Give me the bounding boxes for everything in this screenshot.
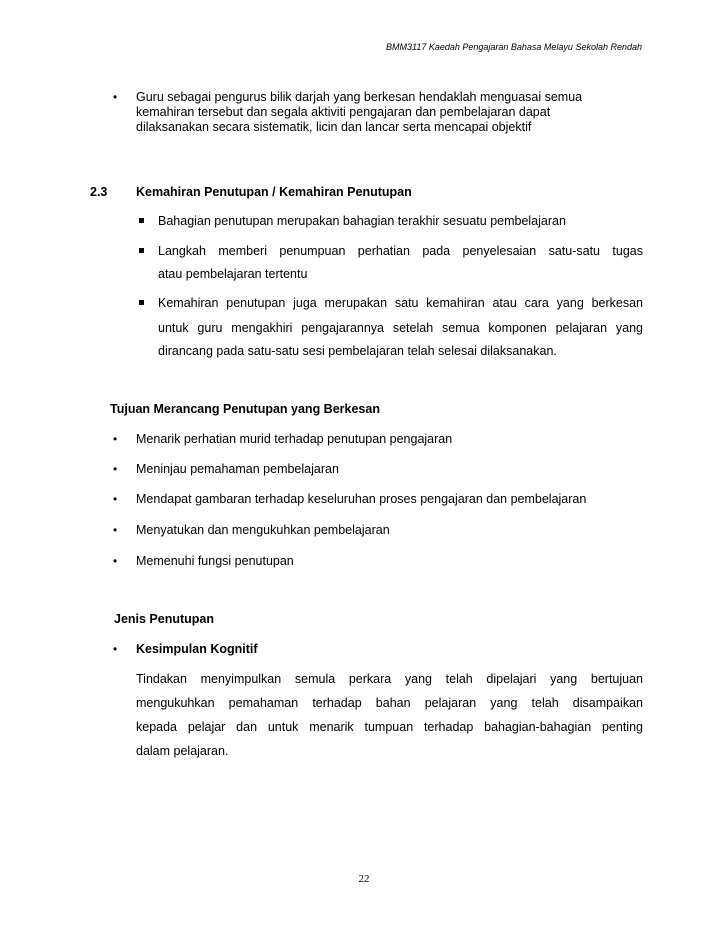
jenis-paragraph-line-2: mengukuhkan pemahaman terhadap bahan pelajaran yang telah disampaikan: [136, 696, 643, 710]
bullet-icon: •: [113, 492, 118, 506]
bullet-icon: •: [113, 462, 118, 476]
bullet-icon: •: [113, 642, 118, 656]
page-number: 22: [358, 873, 370, 885]
bullet-icon: •: [113, 523, 118, 537]
bullet-icon: •: [113, 90, 118, 104]
tujuan-item-5: Memenuhi fungsi penutupan: [136, 554, 294, 568]
running-header: BMM3117 Kaedah Pengajaran Bahasa Melayu Sekolah Rendah: [385, 42, 642, 52]
square-bullet-icon: [139, 248, 144, 253]
tujuan-item-2: Meninjau pemahaman pembelajaran: [136, 462, 339, 476]
section-item-3-line-2: untuk guru mengakhiri pengajarannya setelah semua komponen pelajaran yang: [158, 321, 643, 335]
section-item-1-line-1: Bahagian penutupan merupakan bahagian terakhir sesuatu pembelajaran: [158, 214, 566, 228]
square-bullet-icon: [139, 218, 144, 223]
section-item-2-line-1: Langkah memberi penumpuan perhatian pada penyelesaian satu-satu tugas: [158, 244, 643, 258]
tujuan-item-3: Mendapat gambaran terhadap keseluruhan proses pengajaran dan pembelajaran: [136, 492, 587, 506]
jenis-paragraph-line-1: Tindakan menyimpulkan semula perkara yang telah dipelajari yang bertujuan: [136, 672, 643, 686]
tujuan-heading: Tujuan Merancang Penutupan yang Berkesan: [110, 402, 380, 416]
bullet-icon: •: [113, 554, 118, 568]
section-number: 2.3: [90, 185, 108, 199]
jenis-paragraph-line-3: kepada pelajar dan untuk menarik tumpuan terhadap bahagian-bahagian penting: [136, 720, 643, 734]
jenis-heading: Jenis Penutupan: [114, 612, 215, 626]
section-title: Kemahiran Penutupan / Kemahiran Penutupan: [136, 185, 412, 199]
section-item-2-line-2: atau pembelajaran tertentu: [158, 267, 308, 281]
jenis-paragraph-line-4: dalam pelajaran.: [136, 744, 229, 758]
section-item-3-line-3: dirancang pada satu-satu sesi pembelajaran telah selesai dilaksanakan.: [158, 344, 557, 358]
tujuan-item-1: Menarik perhatian murid terhadap penutupan pengajaran: [136, 432, 453, 446]
square-bullet-icon: [139, 300, 144, 305]
jenis-sub-heading: Kesimpulan Kognitif: [136, 642, 258, 656]
bullet-icon: •: [113, 432, 118, 446]
intro-line-3: dilaksanakan secara sistematik, licin dan lancar serta mencapai objektif: [136, 120, 532, 134]
intro-line-2: kemahiran tersebut dan segala aktiviti pengajaran dan pembelajaran dapat: [136, 105, 551, 119]
section-item-3-line-1: Kemahiran penutupan juga merupakan satu kemahiran atau cara yang berkesan: [158, 296, 643, 310]
intro-line-1: Guru sebagai pengurus bilik darjah yang berkesan hendaklah menguasai semua: [136, 90, 583, 104]
tujuan-item-4: Menyatukan dan mengukuhkan pembelajaran: [136, 523, 390, 537]
